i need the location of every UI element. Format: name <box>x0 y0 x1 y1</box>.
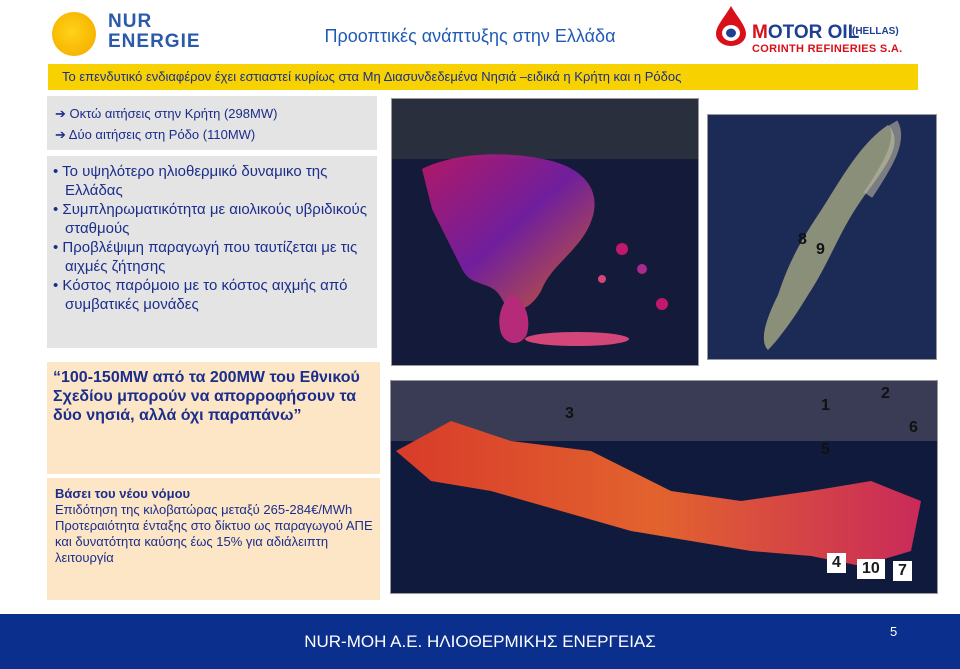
bullet-text: Το υψηλότερο ηλιοθερμικό δυναμικο της Ελλάδας <box>62 163 328 199</box>
map-label-10: 10 <box>857 559 885 579</box>
brand-rest: OTOR OIL <box>767 22 860 43</box>
bullet-text: Συμπληρωματικότητα με αιολικούς υβριδικούς σταθμούς <box>62 201 367 237</box>
application-text: Δύο αιτήσεις στη Ρόδο (110MW) <box>68 127 256 142</box>
bullet-text: Προβλέψιμη παραγωγή που ταυτίζεται με τις αιχμές ζήτησης <box>62 239 358 275</box>
motor-oil-logo-text <box>752 22 859 44</box>
advantages-list <box>53 162 373 314</box>
map-label-5: 5 <box>821 441 830 458</box>
capacity-quote-box <box>47 362 380 474</box>
application-text: Οκτώ αιτήσεις στην Κρήτη (298MW) <box>69 106 278 121</box>
map-label-8: 8 <box>798 231 807 248</box>
map-label-2: 2 <box>881 385 890 402</box>
application-rhodes <box>55 127 255 143</box>
crete-solar-map <box>390 380 938 594</box>
logo-line2: ENERGIE <box>108 31 201 52</box>
greece-solar-map <box>391 98 699 366</box>
advantages-box <box>47 156 377 348</box>
list-item: • Το υψηλότερο ηλιοθερμικό δυναμικο της Ελλάδας <box>53 163 328 199</box>
map-label-7: 7 <box>893 561 912 581</box>
new-law-box <box>47 478 380 600</box>
map-label-3: 3 <box>565 405 574 422</box>
arrow-right-icon: ➔ <box>55 106 70 121</box>
new-law-title: Βάσει του νέου νόμου <box>55 486 191 501</box>
application-crete <box>55 106 277 122</box>
sun-logo-icon <box>52 12 96 56</box>
nur-energie-logo <box>108 12 201 52</box>
map-label-4: 4 <box>827 553 846 573</box>
new-law-text <box>55 486 375 566</box>
oil-drop-logo-icon <box>712 4 750 48</box>
brand-red-letter: M <box>752 22 768 43</box>
list-item: • Προβλέψιμη παραγωγή που ταυτίζεται με τις αιχμές ζήτησης <box>53 239 358 275</box>
map-label-9: 9 <box>816 241 825 258</box>
focus-banner: Το επενδυτικό ενδιαφέρον έχει εστιαστεί κυρίως στα Μη Διασυνδεδεμένα Νησιά –ειδικά η Κρήτη και η Ρόδος <box>48 64 918 90</box>
slide-title: Προοπτικές ανάπτυξης στην Ελλάδα <box>324 26 616 46</box>
logo-line1: NUR <box>108 11 153 32</box>
list-item: • Συμπληρωματικότητα με αιολικούς υβριδικούς σταθμούς <box>53 201 367 237</box>
new-law-body: Επιδότηση της κιλοβατώρας μεταξύ 265-284€/MWh Προτεραιότητα ένταξης στο δίκτυο ως παραγωγού ΑΠΕ και δυνατότητα καύσης έως 15% για αδιάλειπτη λειτουργία <box>55 502 373 565</box>
footer-text: NUR-MOH A.E. ΗΛΙΟΘΕΡΜΙΚΗΣ ΕΝΕΡΓΕΙΑΣ <box>304 632 656 651</box>
map-label-6: 6 <box>909 419 918 436</box>
map-label-1: 1 <box>821 397 830 414</box>
page-number: 5 <box>890 624 898 639</box>
list-item: • Κόστος παρόμοιο με το κόστος αιχμής από συμβατικές μονάδες <box>53 277 348 313</box>
capacity-quote: “100-150MW από τα 200MW του Εθνικού Σχεδίου μπορούν να απορροφήσουν τα δύο νησιά, αλλά όχι παραπάνω” <box>53 369 360 424</box>
brand-subtitle: CORINTH REFINERIES S.A. <box>752 43 903 55</box>
bullet-text: Κόστος παρόμοιο με το κόστος αιχμής από συμβατικές μονάδες <box>62 277 348 313</box>
applications-box <box>47 96 377 150</box>
arrow-right-icon: ➔ <box>55 127 69 142</box>
brand-suffix: (HELLAS) <box>852 26 899 37</box>
rhodes-satellite-map <box>707 114 937 360</box>
